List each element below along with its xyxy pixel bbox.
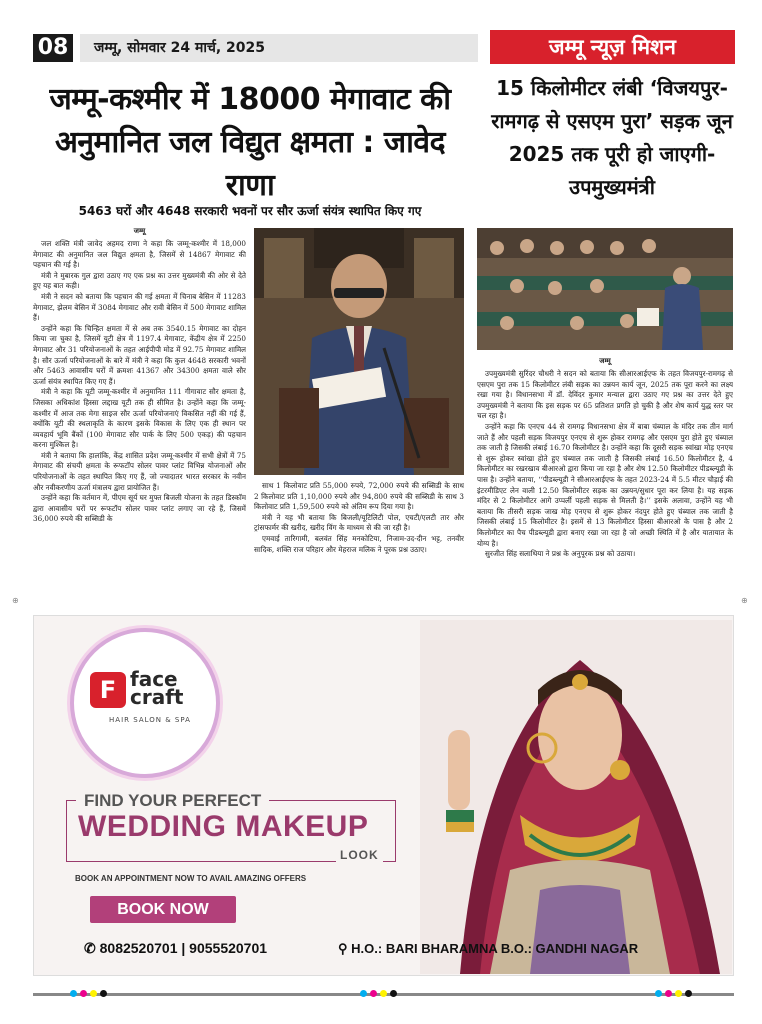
paragraph: उन्होंने कहा कि एनएच 44 से रामगढ़ विधानसभा क्षेत्र में बाबा चंब्याल के मंदिर तक तीन मार्ग जाते हैं और पहली सड़क विजयपुर एनएच से शुरू होकर रामगढ़ और एसएम पुरा होते हुए चंब्याल तक जाती है जिसकी लंबाई 16.70 किलोमीटर है। उन्होंने कहा कि दूसरी सड़क स्वांखा मोड़ एनएच से शुरू होकर स्वांखा होते हुए चंब्याल तक जाती है जिसकी लंबाई 16.50 किलोमीटर है, 4 किलोमीटर का रखरखाव बीआरओ द्वारा किया जा रहा है और शेष 12.50 किलोमीटर पीडब्ल्यूडी के पास है। उन्होंने बताया, ‘‘पीडब्ल्यूडी ने सीआरआईएफ के तहत 2023-24 में 5.5 मीटर चौड़ाई की इंटरमीडिएट लेन वाली 12.50 किलोमीटर सड़क का उन्नयन/सुधार पूरा कर लिया है। यह सड़क मंदिर से 2 किलोमीटर आगे उप्पर्ली पहली सड़क से मिलती है।’’ इसके अलावा, उन्होंने यह भी बताया कि तीसरी सड़क जाख मोड़ एनएच से शुरू होकर नंदपुर होते हुए चंब्याल तक जाती है जिसकी लंबाई 15 किलोमीटर है। इसमें से 13 किलोमीटर हिस्सा बीआरओ के पास है और 2 किलोमीटर का पैच पीडब्ल्यूडी द्वारा बनाए रखा जा रहा है जो अच्छी स्थिति में है और यातायात के योग्य है। bbox=[477, 421, 733, 548]
assembly-photo bbox=[477, 228, 733, 350]
location-pin-icon: ⚲ bbox=[338, 941, 348, 956]
main-headline-line2: अनुमानित जल विद्युत क्षमता : जावेद राणा bbox=[54, 125, 446, 203]
main-story-col1 bbox=[33, 227, 246, 615]
ad-phone[interactable] bbox=[84, 940, 267, 957]
assembly-photo-svg bbox=[477, 228, 733, 350]
paragraph: उपमुख्यमंत्री सुरिंदर चौधरी ने सदन को बताया कि सीआरआईएफ के तहत विजयपुर-रामगढ़ से एसएम पुरा तक 15 किलोमीटर लंबी सड़क का उन्नयन कार्य जून, 2025 तक पूरा करने का लक्ष्य रखा गया है। विधानसभा में डॉ. देविंदर कुमार मन्याल द्वारा उठाए गए प्रश्न का उत्तर देते हुए उपमुख्यमंत्री ने बताया कि इस सड़क पर 65 प्रतिशत प्रगति हो चुकी है और शेष कार्य युद्ध स्तर पर चल रहा है। bbox=[477, 369, 733, 421]
phone-icon: ✆ bbox=[84, 940, 96, 956]
ad-wedding-text: WEDDING MAKEUP bbox=[78, 810, 369, 843]
minister-photo-svg bbox=[254, 228, 464, 475]
bride-image bbox=[420, 620, 732, 974]
book-now-button[interactable]: BOOK NOW bbox=[90, 896, 236, 923]
side-dateline: जम्मू bbox=[599, 357, 611, 365]
main-subheadline: 5463 घरों और 4648 सरकारी भवनों पर सौर ऊर्जा संयंत्र स्थापित किए गए bbox=[78, 204, 422, 218]
main-headline-line1: जम्मू-कश्मीर में 18000 मेगावाट की bbox=[49, 82, 451, 117]
paragraph: साथ 1 किलोवाट प्रति 55,000 रुपये, 72,000 रुपये की सब्सिडी के साथ 2 किलोवाट प्रति 1,10,000 रुपये और 94,800 रुपये की सब्सिडी के साथ 3 किलोवाट प्रति 1,59,500 रुपये को अंतिम रूप दिया गया है। bbox=[254, 481, 464, 512]
side-story-text bbox=[477, 369, 733, 603]
paragraph: जल शक्ति मंत्री जावेद अहमद राणा ने कहा कि जम्मू-कश्मीर में 18,000 मेगावाट की अनुमानित जल विद्युत क्षमता है, जिसमें से 14867 मेगावाट की पहचान की गई है। bbox=[33, 239, 246, 270]
logo-name-line1: face bbox=[130, 667, 178, 691]
date-line: जम्मू, सोमवार 24 मार्च, 2025 bbox=[80, 34, 478, 62]
ad-appointment-text: BOOK AN APPOINTMENT NOW TO AVAIL AMAZING OFFERS bbox=[75, 874, 307, 883]
paragraph: मंत्री ने सदन को बताया कि पहचान की गई क्षमता में चिनाब बेसिन में 11283 मेगावाट, झेलम बेसिन में 3084 मेगावाट और रावी बेसिन में 500 मेगावाट शामिल हैं। bbox=[33, 291, 246, 323]
side-headline: 15 किलोमीटर लंबी ‘विजयपुर-रामगढ़ से एसएम पुरा’ सड़क जून 2025 तक पूरी हो जाएगी-उपमुख्यमंत्री bbox=[491, 76, 733, 199]
paragraph: मंत्री ने कहा कि यूटी जम्मू-कश्मीर में अनुमानित 111 गीगावाट सौर क्षमता है, जिसका अधिकांश हिस्सा लद्दाख यूटी तक ही सीमित है। उन्होंने कहा कि जम्मू-कश्मीर में आज तक मेगा साइज सौर ऊर्जा परियोजनाएं विकसित नहीं की गई हैं, क्योंकि यूटी की स्थलाकृति के कारण इसके विकास के लिए एक ही स्थान पर व्यवहार्य भूमि बैंकों (100 मेगावाट सौर पार्क के लिए 500 एकड़) की पहचान करना मुश्किल है। bbox=[33, 387, 246, 450]
paragraph: मंत्री ने बताया कि हालांकि, केंद्र शासित प्रदेश जम्मू-कश्मीर में सभी क्षेत्रों में 75 मेगावाट की संचयी क्षमता के रूफटॉप सोलर पावर प्लांट विभिन्न योजनाओं और परियोजनाओं के तहत स्थापित किए गए हैं, जो ज्यादातर भारत सरकार के नवीन और नवीकरणीय ऊर्जा मंत्रालय द्वारा प्रायोजित हैं। bbox=[33, 450, 246, 492]
ad-find-text: FIND YOUR PERFECT bbox=[76, 791, 269, 811]
color-dots-left bbox=[70, 990, 107, 998]
logo-name-line2: craft bbox=[130, 685, 184, 709]
paragraph: उन्होंने कहा कि वर्तमान में, पीएम सूर्य घर मुफ्त बिजली योजना के तहत डिस्कॉम द्वारा आवासीय घरों पर रूफटॉप सोलर पावर प्लांट लगाए जा रहे हैं, जिसमें 36,000 रुपये की सब्सिडी के bbox=[33, 493, 246, 524]
paragraph: मंत्री ने यह भी बताया कि बिजली/यूटिलिटी पोल, एचटी/एलटी तार और ट्रांसफार्मर की खरीद, खरीद विंग के माध्यम से की जा रही है। bbox=[254, 512, 464, 533]
phone-numbers[interactable]: 8082520701 | 9055520701 bbox=[99, 940, 268, 956]
facecraft-logo-icon: F bbox=[90, 672, 126, 708]
main-headline bbox=[30, 78, 470, 207]
paragraph: मंत्री ने मुबारक गुल द्वारा उठाए गए एक प्रश्न का उत्तर मुख्यमंत्री की ओर से देते हुए यह बात कही। bbox=[33, 270, 246, 291]
paragraph: उन्होंने कहा कि चिन्हित क्षमता में से अब तक 3540.15 मेगावाट का दोहन किया जा चुका है, जिसमें यूटी क्षेत्र में 1197.4 मेगावाट, केंद्रीय क्षेत्र में 2250 मेगावाट और 31 परियोजनाओं के तहत आईपीपी मोड में 92.75 मेगावाट शामिल है। सौर ऊर्जा परियोजनाओं के बारे में मंत्री ने कहा कि कुल 4648 सरकारी भवनों और 5463 आवासीय घरों में क्रमशः 41367 और 34300 क्षमता वाले सौर ऊर्जा संयंत्र स्थापित किए गए हैं। bbox=[33, 323, 246, 386]
color-dots-right bbox=[655, 990, 692, 998]
paragraph: एमवाई तारिगामी, बलवंत सिंह मनकोटिया, निजाम-उद-दीन भट्ट, तनवीर सादिक, शक्ति राज परिहार और मेहराज मलिक ने पूरक प्रश्न उठाए। bbox=[254, 533, 464, 554]
main-dateline: जम्मू bbox=[133, 227, 146, 235]
registration-mark: ⊕ bbox=[12, 596, 19, 605]
logo-tagline: HAIR SALON & SPA bbox=[109, 716, 191, 724]
address-text: H.O.: BARI BHARAMNA B.O.: GANDHI NAGAR bbox=[351, 941, 639, 956]
facecraft-logo-name bbox=[130, 667, 184, 709]
color-dots-center bbox=[360, 990, 397, 998]
paragraph: सुरजीत सिंह सलाथिया ने प्रश्न के अनुपूरक प्रश्न को उठाया। bbox=[485, 549, 636, 559]
ad-address bbox=[338, 941, 638, 957]
bride-svg bbox=[420, 620, 732, 974]
main-story-text bbox=[33, 239, 246, 615]
main-story-text-col2 bbox=[254, 481, 464, 603]
section-brand: जम्मू न्यूज़ मिशन bbox=[490, 30, 735, 64]
registration-mark: ⊕ bbox=[741, 596, 748, 605]
page-number: 08 bbox=[33, 34, 73, 62]
minister-photo bbox=[254, 228, 464, 475]
ad-look-text: LOOK bbox=[336, 848, 383, 862]
